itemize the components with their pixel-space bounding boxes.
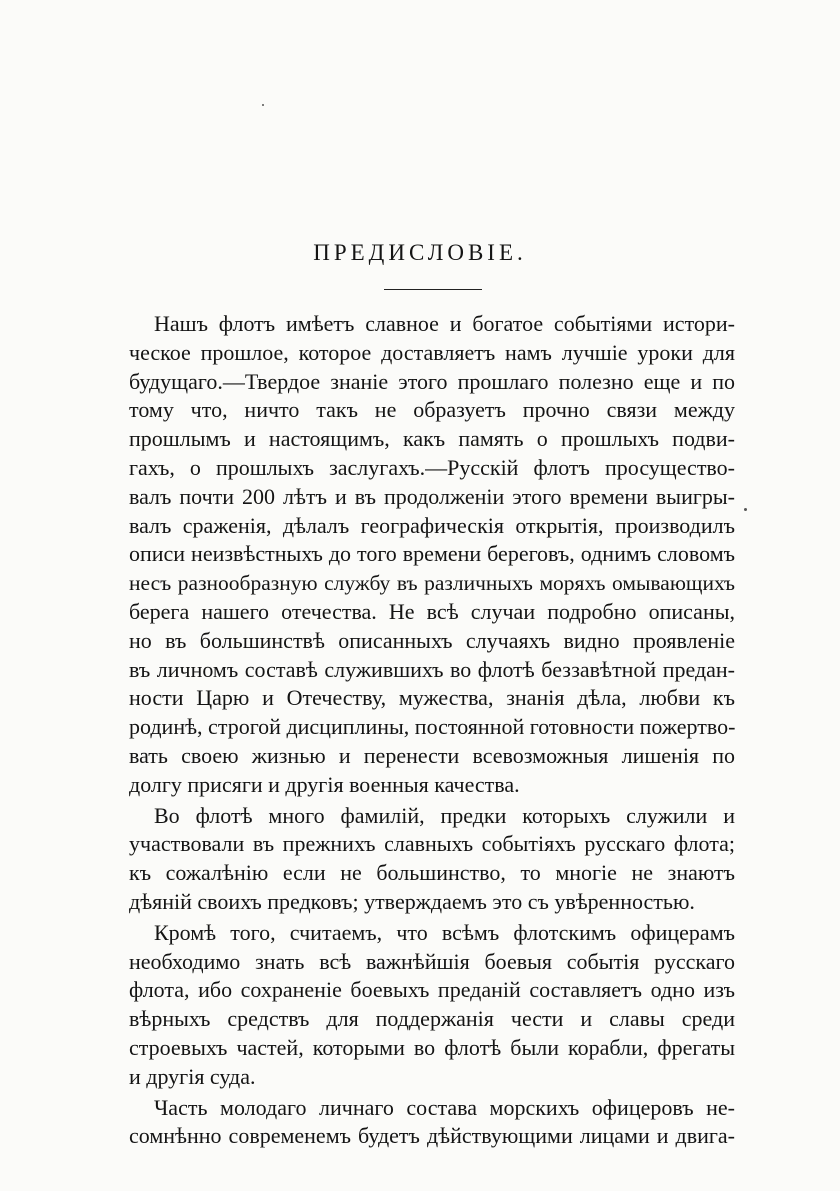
text-line: долгу присяги и другія военныя качества. [129, 771, 520, 797]
paragraph [129, 802, 735, 917]
text-line: строевыхъ частей, которыми во флотѣ были корабли, фрегаты [129, 1034, 735, 1060]
text-line: въ личномъ составѣ служившихъ во флотѣ беззавѣтной предан- [129, 656, 735, 682]
text-line: вать своею жизнью и перенести всевозможныя лишенія по [129, 742, 735, 768]
text-line: Во флотѣ много фамилій, предки которыхъ служили и [154, 802, 735, 828]
text-line: прошлымъ и настоящимъ, какъ память о прошлыхъ подви- [129, 426, 735, 452]
text-line: несъ разнообразную службу въ различныхъ моряхъ омывающихъ [129, 571, 735, 596]
text-line: родинѣ, строгой дисциплины, постоянной готовности пожертво- [129, 714, 736, 740]
text-line: необходимо знать всѣ важнѣйшія боевыя событія русскаго [129, 948, 735, 974]
text-line: но въ большинствѣ описанныхъ случаяхъ видно проявленіе [129, 627, 735, 653]
text-line: описи неизвѣстныхъ до того времени береговъ, однимъ словомъ [129, 541, 735, 567]
text-line: и другія суда. [129, 1063, 256, 1089]
text-line: берега нашего отечества. Не всѣ случаи подробно описаны, [129, 598, 735, 624]
paragraph [129, 919, 735, 1092]
print-speck [744, 508, 747, 511]
text-line: участвовали въ прежнихъ славныхъ событіяхъ русскаго флота; [129, 831, 735, 857]
text-line: ности Царю и Отечеству, мужества, знанія дѣла, любви къ [129, 685, 735, 711]
text-line: вѣрныхъ средствъ для поддержанія чести и славы среди [129, 1006, 735, 1032]
text-line: валъ сраженія, дѣлалъ географическія открытія, производилъ [129, 512, 735, 538]
print-speck [262, 104, 264, 106]
text-line: флота, ибо сохраненіе боевыхъ преданій составляетъ одно изъ [129, 977, 735, 1003]
text-line: Кромѣ того, считаемъ, что всѣмъ флотскимъ офицерамъ [154, 919, 735, 945]
text-line: Нашъ флотъ имѣетъ славное и богатое событіями истори- [154, 311, 735, 336]
text-line: къ сожалѣнію если не большинство, то многіе не знаютъ [129, 860, 735, 886]
text-line: дѣяній своихъ предковъ; утверждаемъ это съ увѣренностью. [129, 888, 695, 914]
paragraph [129, 1094, 735, 1152]
text-line: тому что, ничто такъ не образуетъ прочно связи между [129, 397, 735, 423]
text-line: будущаго.—Твердое знаніе этого прошлаго полезно еще и по [129, 368, 735, 394]
paragraph [129, 310, 735, 800]
text-line: гахъ, о прошлыхъ заслугахъ.—Русскій флотъ просущество- [129, 454, 735, 480]
text-line: сомнѣнно современемъ будетъ дѣйствующими лицами и двига- [129, 1123, 735, 1149]
page-title: ПРЕДИСЛОВІЕ. [313, 240, 527, 265]
text-line: ческое прошлое, которое доставляетъ намъ лучшіе уроки для [129, 339, 735, 365]
body-text [129, 310, 735, 1151]
text-line: валъ почти 200 лѣтъ и въ продолженіи этого времени выигры- [129, 483, 735, 509]
text-line: Часть молодаго личнаго состава морскихъ офицеровъ не- [154, 1094, 735, 1120]
title-divider [384, 289, 482, 290]
